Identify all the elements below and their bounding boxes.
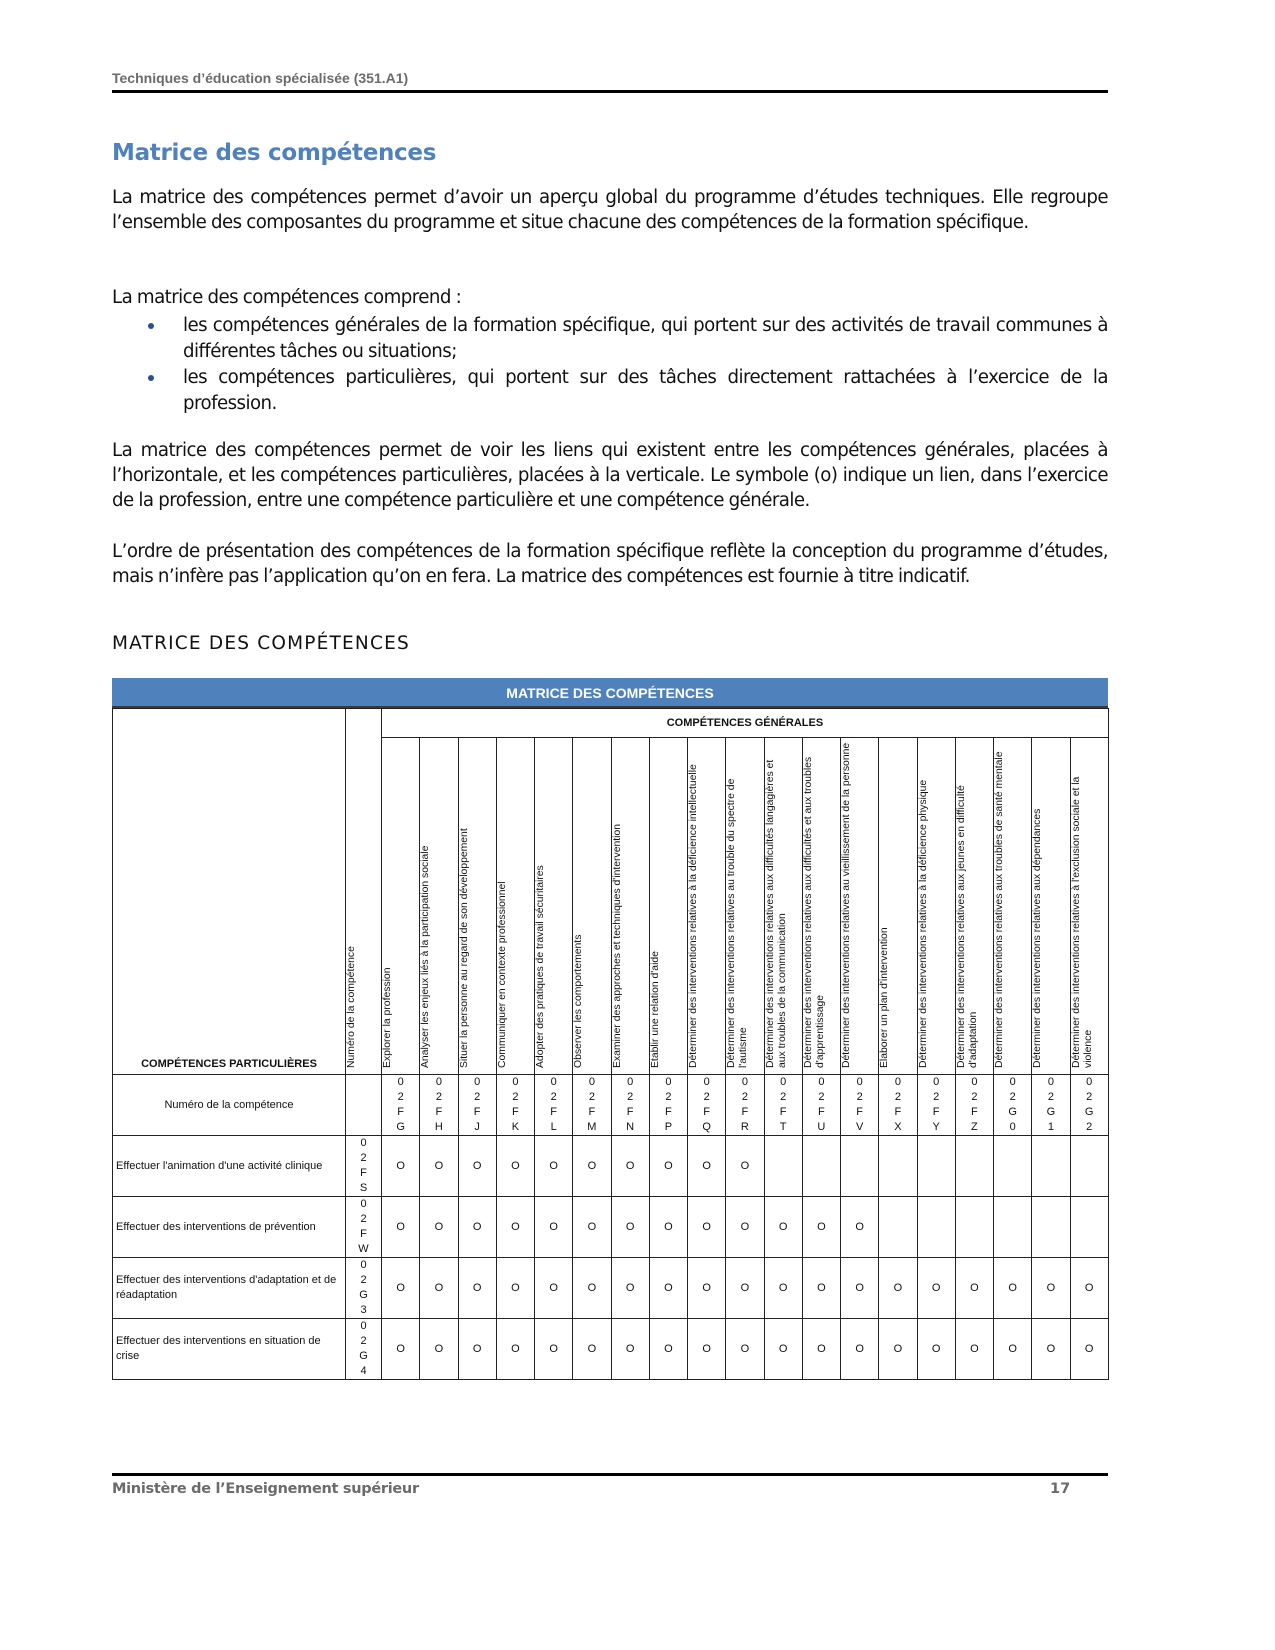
general-competency-label: Déterminer des interventions relatives aux dépendances	[1032, 808, 1044, 1068]
link-mark: O	[382, 1319, 420, 1380]
link-mark: O	[458, 1258, 496, 1319]
general-competency-header	[764, 738, 802, 1075]
general-competency-label: Situer la personne au regard de son développement	[458, 828, 470, 1068]
empty-cell	[879, 1136, 917, 1197]
general-competency-label: Déterminer des interventions relatives à la déficience physique	[917, 779, 929, 1068]
empty-cell	[1032, 1136, 1070, 1197]
table-row	[113, 1319, 1109, 1380]
empty-cell	[764, 1136, 802, 1197]
general-competency-header	[496, 738, 534, 1075]
general-competency-code: 0 2 F X	[879, 1075, 917, 1136]
general-competency-label: Déterminer des interventions relatives au trouble du spectre de l'autisme	[726, 778, 750, 1068]
matrix-table	[112, 708, 1109, 1380]
particular-competency-label: Effectuer des interventions en situation de crise	[113, 1319, 346, 1380]
list-item: les compétences particulières, qui portent sur des tâches directement rattachées à l’exercice de la profession.	[112, 365, 1108, 416]
general-competency-code: 0 2 F G	[382, 1075, 420, 1136]
particular-competency-label: Effectuer des interventions de prévention	[113, 1197, 346, 1258]
paragraph-3: La matrice des compétences permet de voir les liens qui existent entre les compétences générales, placées à l’horizontale, et les compétences particulières, placées à la verticale. Le symbole (o) indique un lien, dans l’exercice de la profession, entre une compétence particulière et une compétence générale.	[112, 440, 1108, 511]
link-mark: O	[382, 1197, 420, 1258]
link-mark: O	[841, 1319, 879, 1380]
empty-cell	[346, 1075, 382, 1136]
general-competency-label: Examiner des approches et techniques d'intervention	[611, 823, 623, 1068]
general-competency-code: 0 2 F K	[496, 1075, 534, 1136]
particular-competency-code: 0 2 G 4	[346, 1319, 382, 1380]
link-mark: O	[573, 1319, 611, 1380]
list-intro	[112, 285, 1108, 310]
bullet-list	[112, 313, 1108, 417]
empty-cell	[879, 1197, 917, 1258]
link-mark: O	[649, 1136, 687, 1197]
general-competency-label: Déterminer des interventions relatives au vieillissement de la personne	[841, 742, 852, 1068]
link-mark: O	[688, 1319, 726, 1380]
general-competency-label: Observer les comportements	[573, 934, 585, 1068]
link-mark: O	[994, 1319, 1032, 1380]
link-mark: O	[496, 1319, 534, 1380]
link-mark: O	[458, 1197, 496, 1258]
link-mark: O	[764, 1319, 802, 1380]
empty-cell	[955, 1136, 993, 1197]
general-competency-header	[994, 738, 1032, 1075]
link-mark: O	[611, 1319, 649, 1380]
link-mark: O	[726, 1319, 764, 1380]
link-mark: O	[535, 1197, 573, 1258]
particular-competency-label: Effectuer des interventions d'adaptation et de réadaptation	[113, 1258, 346, 1319]
general-header: COMPÉTENCES GÉNÉRALES	[382, 709, 1109, 738]
number-header-cell	[346, 709, 382, 1075]
link-mark: O	[1070, 1319, 1108, 1380]
link-mark: O	[726, 1258, 764, 1319]
link-mark: O	[611, 1258, 649, 1319]
table-row	[113, 1197, 1109, 1258]
link-mark: O	[420, 1197, 458, 1258]
general-competency-code: 0 2 F M	[573, 1075, 611, 1136]
bullet-icon	[148, 323, 154, 329]
empty-cell	[994, 1136, 1032, 1197]
empty-cell	[955, 1197, 993, 1258]
link-mark: O	[688, 1258, 726, 1319]
page-footer	[112, 1473, 1108, 1497]
link-mark: O	[841, 1258, 879, 1319]
general-competency-header	[688, 738, 726, 1075]
empty-cell	[841, 1136, 879, 1197]
link-mark: O	[420, 1258, 458, 1319]
general-competency-header	[382, 738, 420, 1075]
general-competency-code: 0 2 F Q	[688, 1075, 726, 1136]
link-mark: O	[802, 1258, 840, 1319]
link-mark: O	[420, 1319, 458, 1380]
bullet-icon	[148, 375, 154, 381]
link-mark: O	[496, 1197, 534, 1258]
link-mark: O	[573, 1258, 611, 1319]
link-mark: O	[955, 1319, 993, 1380]
page-number: 17	[1050, 1481, 1071, 1497]
particular-competency-code: 0 2 F S	[346, 1136, 382, 1197]
empty-cell	[802, 1136, 840, 1197]
empty-cell	[1070, 1197, 1108, 1258]
general-competency-code: 0 2 F Z	[955, 1075, 993, 1136]
link-mark: O	[458, 1136, 496, 1197]
general-competency-label: Élaborer un plan d'intervention	[879, 927, 891, 1068]
list-item: les compétences générales de la formation spécifique, qui portent sur des activités de travail communes à différentes tâches ou situations;	[112, 313, 1108, 364]
general-competency-label: Adopter des pratiques de travail sécuritaires	[535, 865, 546, 1068]
general-competency-header	[955, 738, 993, 1075]
empty-cell	[917, 1197, 955, 1258]
link-mark: O	[994, 1258, 1032, 1319]
general-competency-code: 0 2 G 2	[1070, 1075, 1108, 1136]
section-title: Matrice des compétences	[112, 140, 437, 166]
link-mark: O	[649, 1258, 687, 1319]
link-mark: O	[420, 1136, 458, 1197]
matrix-caption: MATRICE DES COMPÉTENCES	[112, 633, 410, 654]
link-mark: O	[1032, 1258, 1070, 1319]
link-mark: O	[458, 1319, 496, 1380]
link-mark: O	[535, 1136, 573, 1197]
general-competency-header	[726, 738, 764, 1075]
link-mark: O	[726, 1136, 764, 1197]
general-competency-label: Communiquer en contexte professionnel	[496, 881, 508, 1068]
competency-matrix	[112, 678, 1108, 1380]
general-competency-code: 0 2 G 0	[994, 1075, 1032, 1136]
paragraph-4: L’ordre de présentation des compétences de la formation spécifique reflète la conception du programme d’études, mais n’infère pas l’application qu’on en fera. La matrice des compétences est fournie à titre indicatif.	[112, 541, 1108, 587]
general-competency-header	[1070, 738, 1108, 1075]
general-competency-header	[841, 738, 879, 1075]
link-mark: O	[573, 1197, 611, 1258]
general-competency-label: Analyser les enjeux liés à la participation sociale	[420, 845, 432, 1068]
paragraph-2-intro: La matrice des compétences comprend :	[112, 287, 462, 308]
general-competency-code: 0 2 F P	[649, 1075, 687, 1136]
intro-paragraph	[112, 185, 1108, 235]
general-competency-header	[649, 738, 687, 1075]
general-competency-header	[458, 738, 496, 1075]
link-mark: O	[879, 1258, 917, 1319]
matrix-title: MATRICE DES COMPÉTENCES	[112, 678, 1108, 708]
general-competency-header	[611, 738, 649, 1075]
paragraph-1: La matrice des compétences permet d’avoir un aperçu global du programme d’études techniques. Elle regroupe l’ensemble des composantes du programme et situe chacune des compétences de la formation spécifique.	[112, 187, 1108, 233]
general-competency-code: 0 2 F Y	[917, 1075, 955, 1136]
general-competency-code: 0 2 F L	[535, 1075, 573, 1136]
code-row-label: Numéro de la compétence	[113, 1075, 346, 1136]
link-mark: O	[382, 1136, 420, 1197]
link-mark: O	[496, 1258, 534, 1319]
running-header	[112, 68, 1108, 93]
general-competency-code: 0 2 F V	[841, 1075, 879, 1136]
general-competency-label: Établir une relation d'aide	[649, 951, 661, 1068]
link-mark: O	[611, 1197, 649, 1258]
general-competency-code: 0 2 F U	[802, 1075, 840, 1136]
particular-header: COMPÉTENCES PARTICULIÈRES	[113, 709, 346, 1075]
link-mark: O	[917, 1319, 955, 1380]
link-mark: O	[764, 1197, 802, 1258]
empty-cell	[1070, 1136, 1108, 1197]
link-mark: O	[726, 1197, 764, 1258]
general-competency-header	[1032, 738, 1070, 1075]
empty-cell	[994, 1197, 1032, 1258]
running-header-title: Techniques d’éducation spécialisée (351.A1)	[112, 70, 409, 86]
general-competency-code: 0 2 F T	[764, 1075, 802, 1136]
general-competency-label: Déterminer des interventions relatives aux jeunes en difficulté d'adaptation	[955, 785, 979, 1068]
link-mark: O	[688, 1197, 726, 1258]
link-mark: O	[1070, 1258, 1108, 1319]
link-mark: O	[802, 1197, 840, 1258]
general-competency-header	[573, 738, 611, 1075]
general-competency-code: 0 2 F H	[420, 1075, 458, 1136]
link-mark: O	[496, 1136, 534, 1197]
link-mark: O	[535, 1319, 573, 1380]
link-mark: O	[841, 1197, 879, 1258]
link-mark: O	[917, 1258, 955, 1319]
table-row	[113, 1136, 1109, 1197]
link-mark: O	[879, 1319, 917, 1380]
link-mark: O	[611, 1136, 649, 1197]
general-competency-code: 0 2 F J	[458, 1075, 496, 1136]
footer-publisher: Ministère de l’Enseignement supérieur	[112, 1481, 419, 1497]
empty-cell	[1032, 1197, 1070, 1258]
link-mark: O	[688, 1136, 726, 1197]
general-competency-label: Déterminer des interventions relatives à l'exclusion sociale et la violence	[1070, 776, 1094, 1068]
link-mark: O	[1032, 1319, 1070, 1380]
link-mark: O	[802, 1319, 840, 1380]
general-competency-code: 0 2 F R	[726, 1075, 764, 1136]
link-mark: O	[382, 1258, 420, 1319]
table-row	[113, 1258, 1109, 1319]
code-row	[113, 1075, 1109, 1136]
general-competency-label: Déterminer des interventions relatives à la déficience intellectuelle	[688, 764, 699, 1068]
general-competency-header	[879, 738, 917, 1075]
particular-competency-label: Effectuer l'animation d'une activité clinique	[113, 1136, 346, 1197]
particular-competency-code: 0 2 F W	[346, 1197, 382, 1258]
link-mark: O	[649, 1197, 687, 1258]
general-competency-label: Explorer la profession	[382, 967, 393, 1068]
general-competency-header	[420, 738, 458, 1075]
particular-competency-code: 0 2 G 3	[346, 1258, 382, 1319]
general-competency-header	[802, 738, 840, 1075]
general-competency-header	[535, 738, 573, 1075]
link-mark: O	[649, 1319, 687, 1380]
general-competency-label: Déterminer des interventions relatives aux troubles de santé mentale	[994, 751, 1005, 1068]
general-competency-label: Déterminer des interventions relatives aux difficultés langagières et aux troubles de la communication	[764, 759, 788, 1068]
general-competency-code: 0 2 G 1	[1032, 1075, 1070, 1136]
general-competency-label: Déterminer des interventions relatives aux difficultés et aux troubles d'apprentissage	[802, 756, 826, 1068]
link-mark: O	[535, 1258, 573, 1319]
general-competency-code: 0 2 F N	[611, 1075, 649, 1136]
link-mark: O	[955, 1258, 993, 1319]
link-mark: O	[764, 1258, 802, 1319]
general-competency-header	[917, 738, 955, 1075]
number-header: Numéro de la compétence	[346, 946, 357, 1068]
link-mark: O	[573, 1136, 611, 1197]
empty-cell	[917, 1136, 955, 1197]
